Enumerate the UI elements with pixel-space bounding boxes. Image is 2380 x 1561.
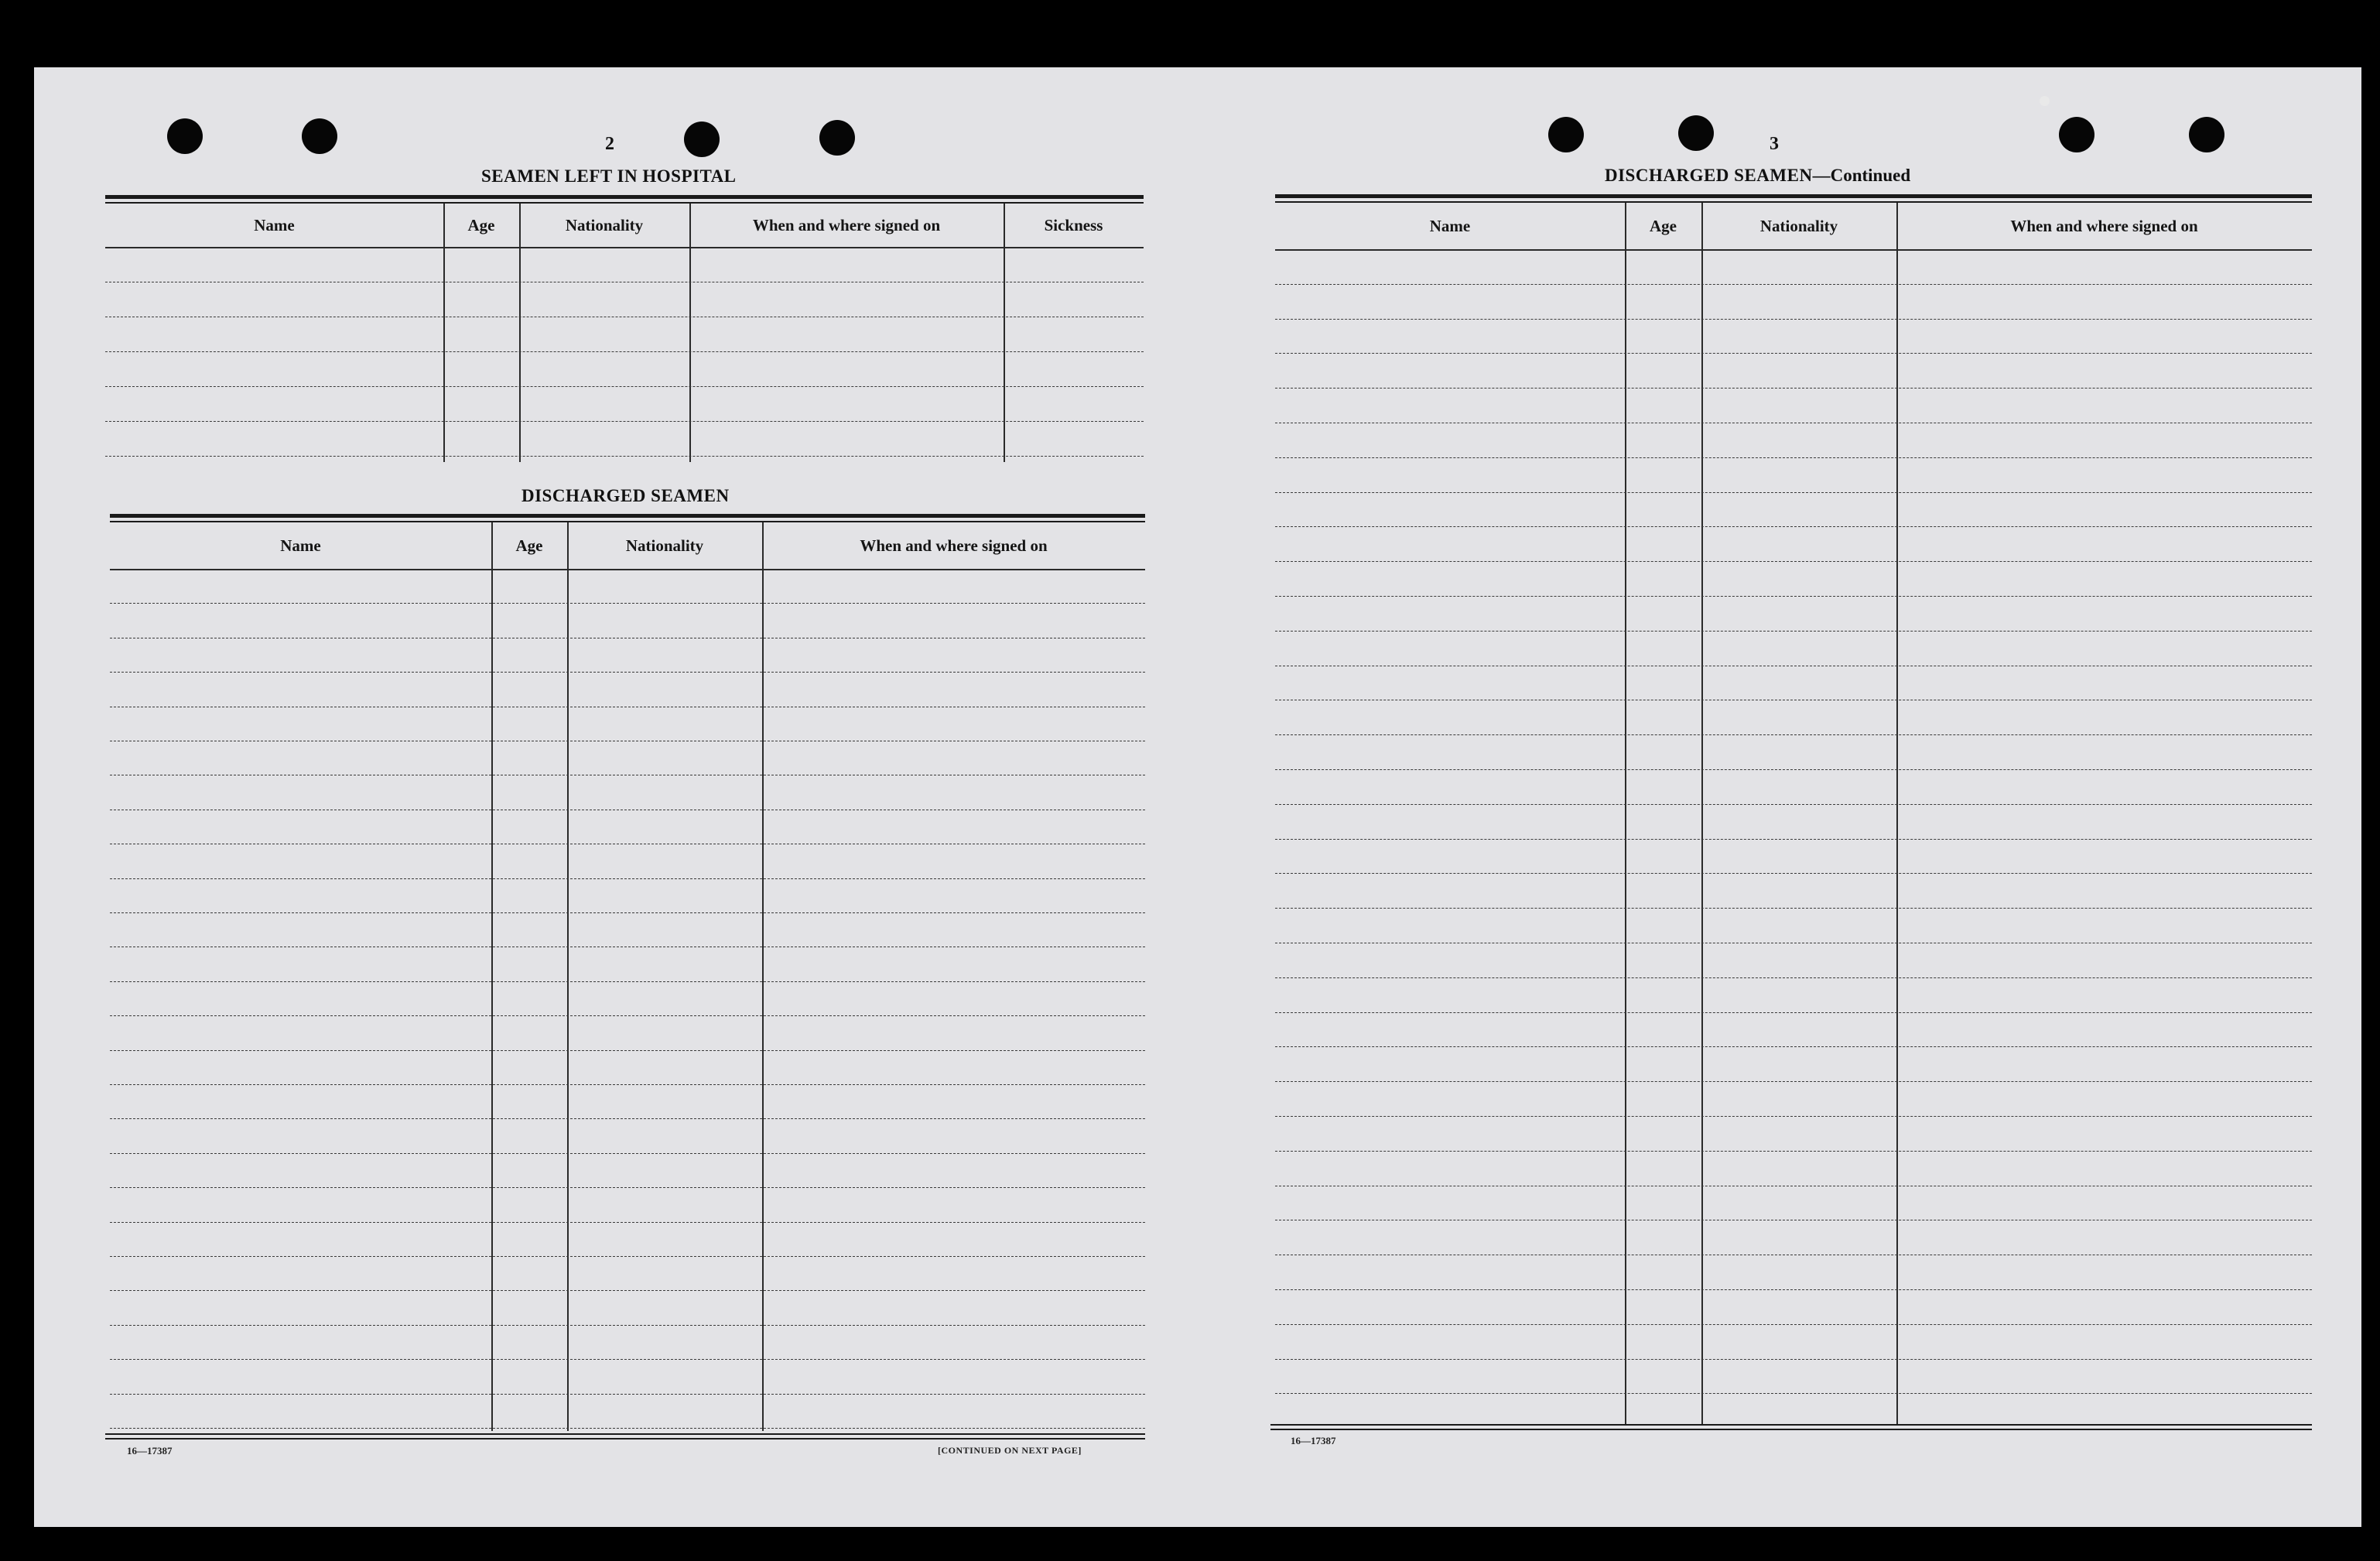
table-row: [110, 603, 1145, 604]
table-row: [110, 1325, 1145, 1326]
table-row: [110, 1118, 1145, 1119]
table-row: [1275, 734, 2312, 735]
binder-hole: [819, 120, 855, 156]
column-header: Age: [467, 215, 495, 234]
table-row: [105, 421, 1144, 422]
form-number-left: 16—17387: [127, 1445, 173, 1457]
table-row: [1275, 1116, 2312, 1117]
table-row: [1275, 839, 2312, 840]
header-underline: [1275, 249, 2312, 251]
table-row: [110, 912, 1145, 913]
column-divider: [1625, 203, 1626, 1426]
table-row: [1275, 873, 2312, 874]
discharged-table-left: [110, 522, 1145, 1431]
table-row: [110, 981, 1145, 982]
table-row: [110, 878, 1145, 879]
column-divider: [1004, 204, 1005, 462]
table-row: [1275, 1012, 2312, 1013]
table-row: [1275, 353, 2312, 354]
column-divider: [762, 522, 764, 1431]
discharged-title-continued: —Continued: [1812, 166, 1911, 185]
table-row: [1275, 457, 2312, 458]
binder-hole: [302, 118, 337, 154]
film-speck: [2040, 96, 2050, 106]
table-row: [110, 672, 1145, 673]
table-row: [1275, 1046, 2312, 1047]
discharged-title-main: DISCHARGED SEAMEN: [1605, 166, 1813, 185]
binder-hole: [684, 122, 720, 157]
hospital-section-title: SEAMEN LEFT IN HOSPITAL: [481, 166, 737, 186]
column-divider: [443, 204, 445, 462]
table-row: [110, 1084, 1145, 1085]
table-row: [1275, 631, 2312, 632]
binder-hole: [1678, 115, 1714, 151]
table-row: [1275, 1081, 2312, 1082]
table-row: [110, 1428, 1145, 1429]
table-row: [1275, 319, 2312, 320]
table-row: [105, 351, 1144, 352]
column-header: Age: [515, 536, 543, 555]
column-divider: [1896, 203, 1898, 1426]
column-header: Age: [1650, 216, 1677, 235]
column-header: Name: [1429, 216, 1471, 235]
table-row: [110, 1015, 1145, 1016]
column-header: When and where signed on: [860, 536, 1048, 555]
table-row: [1275, 596, 2312, 597]
column-header: When and where signed on: [752, 215, 941, 234]
column-header: When and where signed on: [2010, 216, 2198, 235]
table-row: [110, 1290, 1145, 1291]
discharged-table-right: [1275, 203, 2312, 1426]
table-row: [1275, 526, 2312, 527]
column-header: Name: [280, 536, 321, 555]
table-row: [1275, 804, 2312, 805]
binder-hole: [167, 118, 203, 154]
column-header: Nationality: [625, 536, 704, 555]
table-row: [110, 1359, 1145, 1360]
discharged-top-rule-right: [1275, 194, 2312, 198]
table-row: [110, 1256, 1145, 1257]
discharged-bottom-rule-right: [1270, 1424, 2312, 1426]
discharged-top-rule-left: [110, 514, 1145, 518]
discharged-bottom-rule-right-2: [1270, 1429, 2312, 1430]
discharged-section-title-left: DISCHARGED SEAMEN: [521, 486, 730, 505]
table-row: [1275, 1359, 2312, 1360]
page-number-left: 2: [605, 134, 614, 154]
table-row: [1275, 769, 2312, 770]
table-row: [1275, 1289, 2312, 1290]
hospital-table: [105, 204, 1144, 462]
table-row: [1275, 977, 2312, 978]
table-row: [1275, 1393, 2312, 1394]
table-row: [105, 456, 1144, 457]
binder-hole: [2189, 117, 2224, 152]
discharged-bottom-rule-left-2: [105, 1438, 1145, 1439]
column-header: Nationality: [565, 215, 644, 234]
column-divider: [567, 522, 569, 1431]
discharged-bottom-rule-left: [105, 1433, 1145, 1435]
page-number-right: 3: [1770, 134, 1779, 154]
column-header: Sickness: [1044, 215, 1103, 234]
table-row: [1275, 1324, 2312, 1325]
column-header: Name: [254, 215, 295, 234]
column-divider: [689, 204, 691, 462]
table-row: [1275, 388, 2312, 389]
continued-note: [CONTINUED ON NEXT PAGE]: [938, 1445, 1082, 1456]
table-row: [105, 386, 1144, 387]
column-divider: [491, 522, 493, 1431]
hospital-top-rule: [105, 195, 1144, 199]
table-row: [110, 1394, 1145, 1395]
discharged-section-title-right: [1605, 166, 1910, 186]
form-number-right: 16—17387: [1291, 1435, 1336, 1446]
table-row: [1275, 1151, 2312, 1152]
binder-hole: [1548, 117, 1584, 152]
form-sheet: [34, 67, 2361, 1527]
table-row: [110, 1187, 1145, 1188]
header-underline: [110, 569, 1145, 570]
column-divider: [1701, 203, 1703, 1426]
table-row: [1275, 908, 2312, 909]
column-header: Nationality: [1759, 216, 1838, 235]
binder-hole: [2059, 117, 2094, 152]
table-row: [110, 1050, 1145, 1051]
header-underline: [105, 247, 1144, 248]
table-row: [1275, 561, 2312, 562]
table-row: [1275, 492, 2312, 493]
column-divider: [519, 204, 521, 462]
table-row: [1275, 284, 2312, 285]
table-row: [110, 1153, 1145, 1154]
table-row: [110, 1222, 1145, 1223]
